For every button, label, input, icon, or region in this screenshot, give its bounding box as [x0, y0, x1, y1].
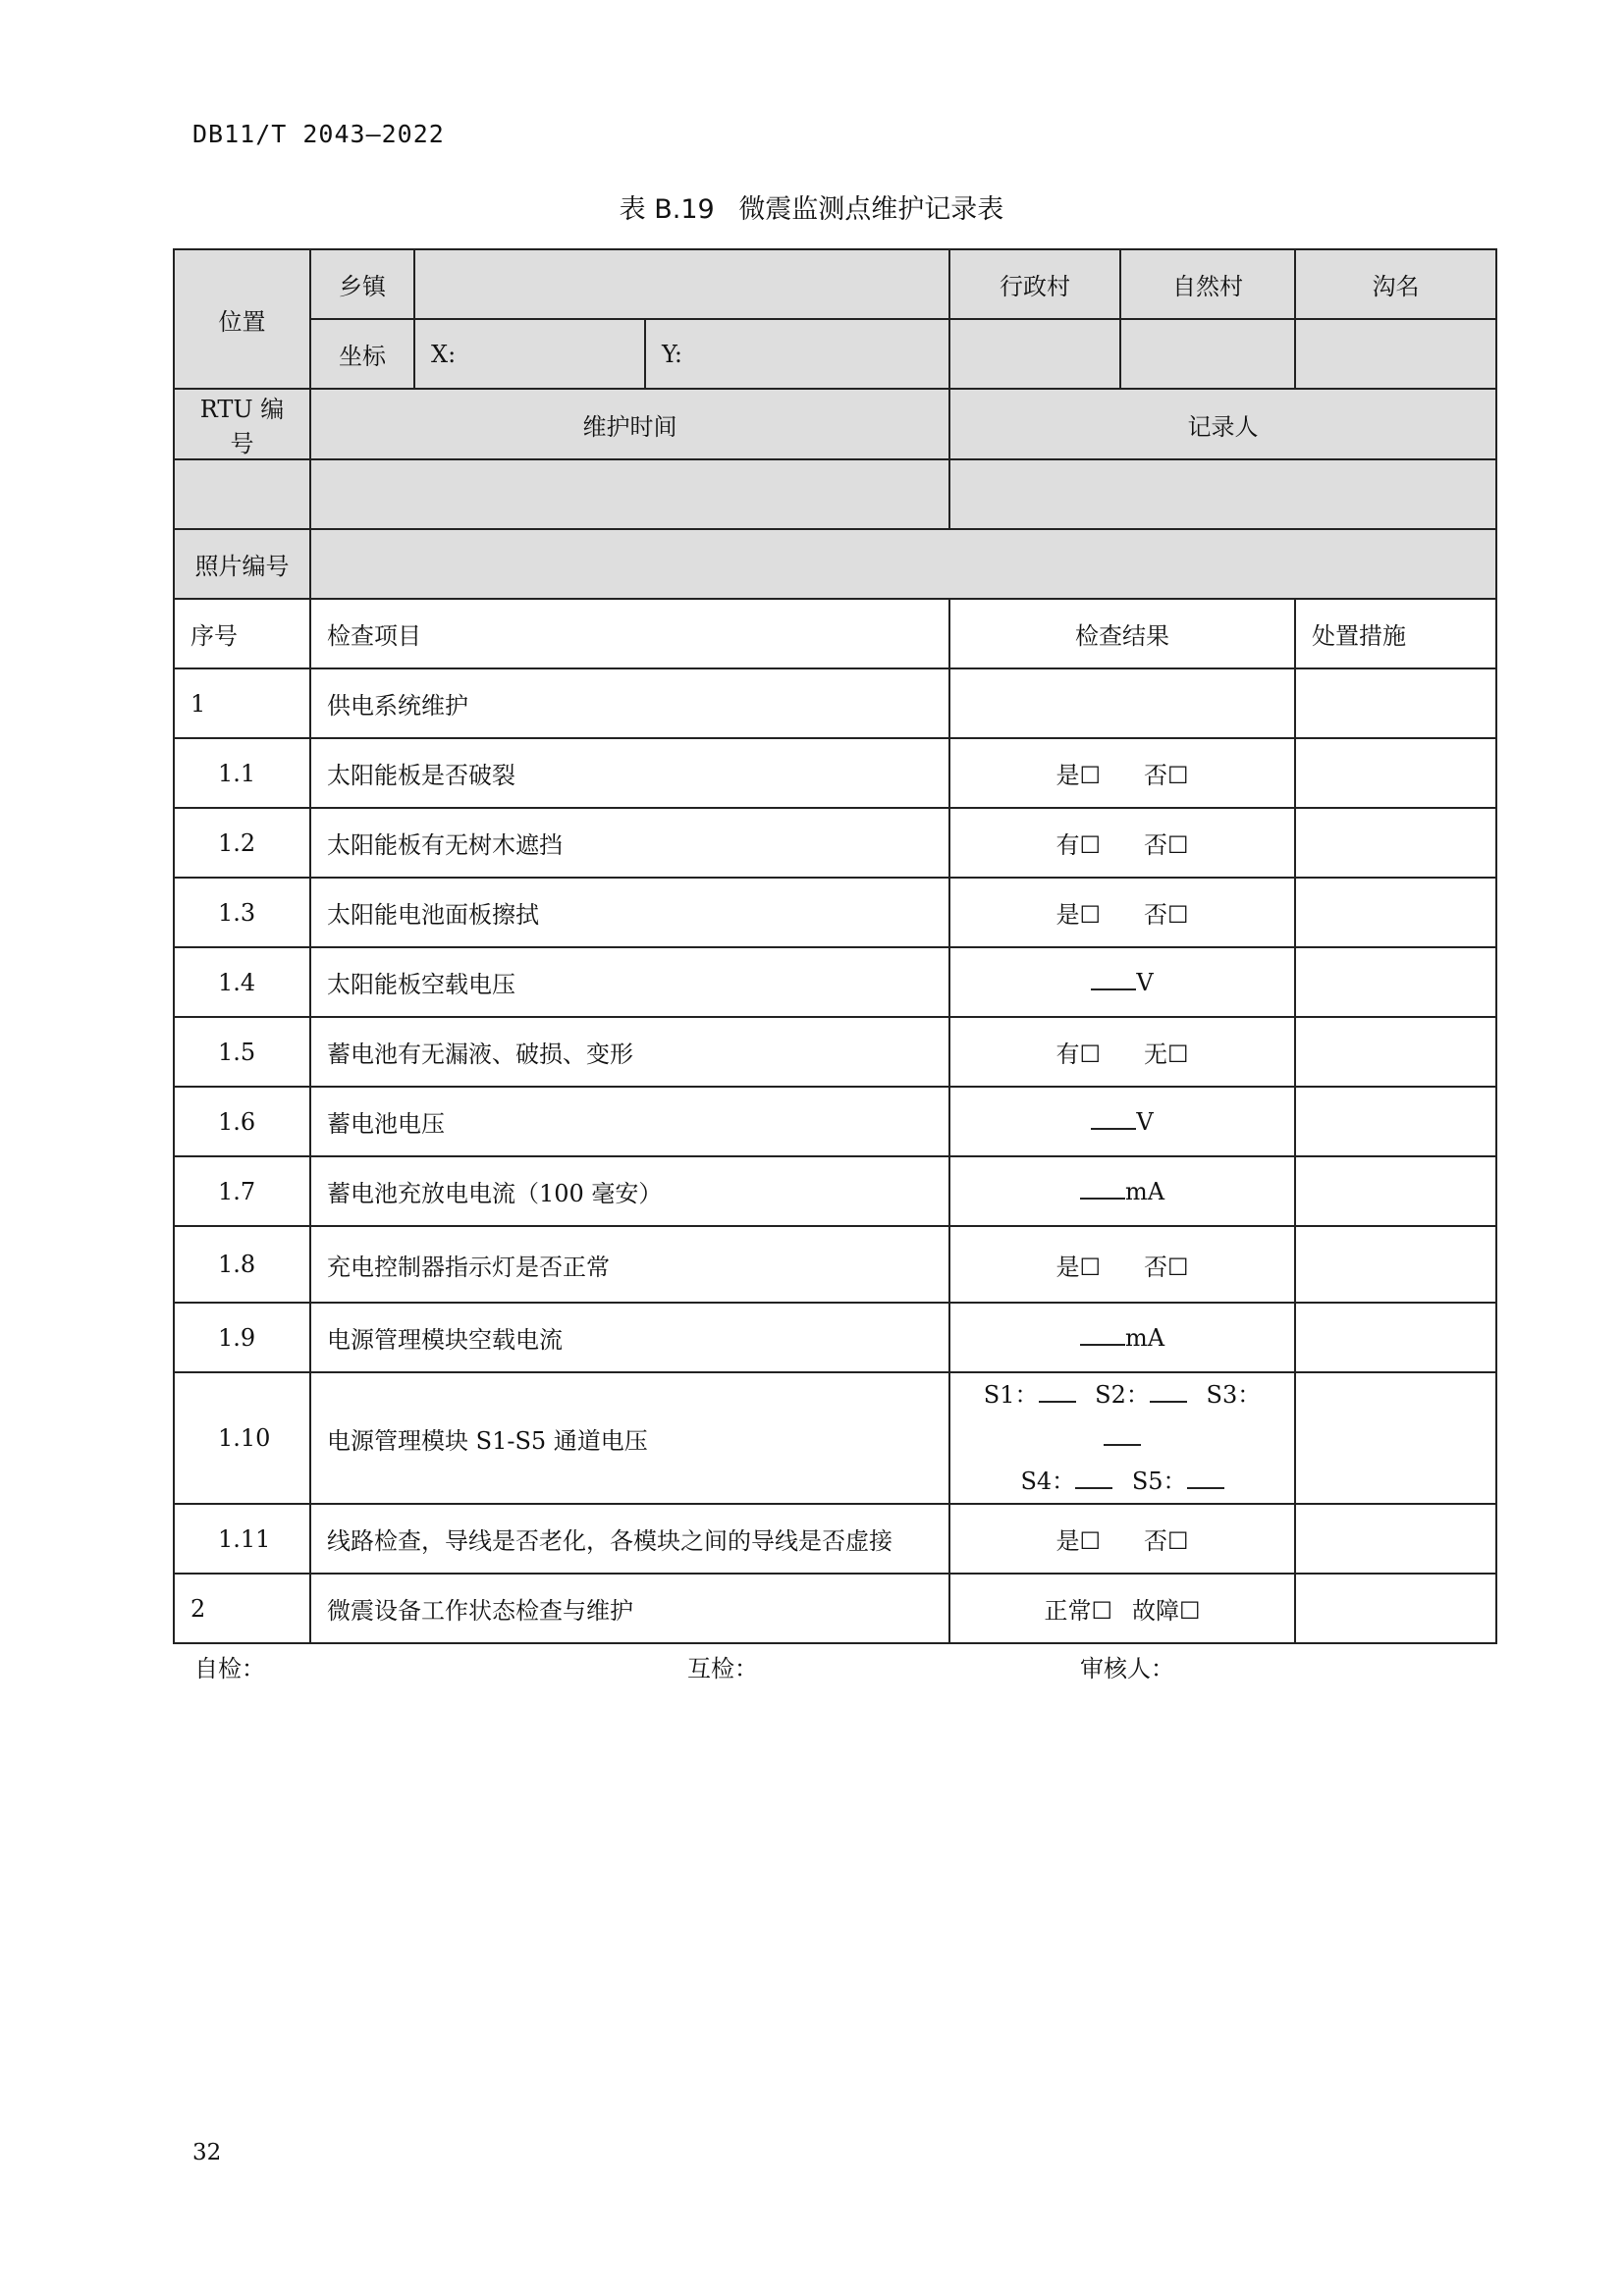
row-result — [949, 808, 1295, 878]
s4-label: S4： — [1020, 1468, 1076, 1495]
rtu-label: RTU 编号 — [174, 389, 310, 459]
option-no-checkbox[interactable]: 否☐ — [1144, 831, 1189, 859]
natural-village-label: 自然村 — [1120, 249, 1295, 319]
unit-label: mA — [1124, 1323, 1165, 1352]
self-check-label: 自检： — [194, 1655, 265, 1682]
row-item: 充电控制器指示灯是否正常 — [310, 1226, 949, 1303]
value-blank[interactable] — [1080, 1326, 1125, 1346]
township-label: 乡镇 — [310, 249, 414, 319]
option-yes-checkbox[interactable]: 是☐ — [1055, 762, 1101, 789]
row-seq: 1.6 — [174, 1087, 310, 1156]
table-row — [174, 1017, 1496, 1087]
coord-x[interactable]: X: — [414, 319, 645, 389]
table-row — [174, 738, 1496, 808]
row-measure[interactable] — [1295, 808, 1496, 878]
row-measure[interactable] — [1295, 668, 1496, 738]
table-row — [174, 1226, 1496, 1303]
row-seq: 1.5 — [174, 1017, 310, 1087]
value-blank[interactable] — [1080, 1180, 1125, 1200]
table-name: 微震监测点维护记录表 — [738, 194, 1004, 225]
s1-blank[interactable] — [1039, 1383, 1076, 1403]
option-yes-checkbox[interactable]: 是☐ — [1055, 1253, 1101, 1281]
row-seq: 1.9 — [174, 1303, 310, 1372]
natural-village-value[interactable] — [1120, 319, 1295, 389]
table-row — [174, 878, 1496, 947]
option-none-checkbox[interactable]: 无☐ — [1144, 1041, 1189, 1068]
page-number: 32 — [192, 2140, 222, 2165]
option-no-checkbox[interactable]: 否☐ — [1144, 762, 1189, 789]
table-row — [174, 947, 1496, 1017]
recorder-value[interactable] — [949, 459, 1496, 529]
standard-number: DB11/T 2043—2022 — [192, 120, 445, 148]
option-no-checkbox[interactable]: 否☐ — [1144, 901, 1189, 929]
row-seq: 1 — [174, 668, 310, 738]
s1-label: S1： — [983, 1381, 1039, 1409]
channel-line-2 — [966, 1460, 1278, 1503]
row-measure[interactable] — [1295, 1504, 1496, 1574]
unit-label: V — [1136, 968, 1154, 996]
row-item: 电源管理模块空载电流 — [310, 1303, 949, 1372]
admin-village-label: 行政村 — [949, 249, 1120, 319]
s5-blank[interactable] — [1187, 1469, 1224, 1489]
row-item: 电源管理模块 S1-S5 通道电压 — [310, 1372, 949, 1504]
row-seq: 2 — [174, 1574, 310, 1643]
option-have-checkbox[interactable]: 有☐ — [1055, 1041, 1101, 1068]
gully-name-value[interactable] — [1295, 319, 1496, 389]
row-result — [949, 947, 1295, 1017]
row-result — [949, 1087, 1295, 1156]
township-value[interactable] — [414, 249, 949, 319]
measure-header: 处置措施 — [1295, 599, 1496, 668]
row-measure[interactable] — [1295, 947, 1496, 1017]
row-result — [949, 1156, 1295, 1226]
table-row — [174, 808, 1496, 878]
row-measure[interactable] — [1295, 1087, 1496, 1156]
mutual-check-label: 互检： — [687, 1655, 758, 1682]
table-row — [174, 1574, 1496, 1643]
row-result[interactable] — [949, 668, 1295, 738]
recorder-label: 记录人 — [949, 389, 1496, 459]
row-result — [949, 1226, 1295, 1303]
row-result — [949, 1504, 1295, 1574]
option-no-checkbox[interactable]: 否☐ — [1144, 1527, 1189, 1555]
row-seq: 1.10 — [174, 1372, 310, 1504]
s2-label: S2： — [1095, 1381, 1150, 1409]
reviewer-label: 审核人： — [1080, 1655, 1174, 1682]
table-row — [174, 1372, 1496, 1504]
location-label: 位置 — [174, 249, 310, 389]
row-measure[interactable] — [1295, 1372, 1496, 1504]
option-have-checkbox[interactable]: 有☐ — [1055, 831, 1101, 859]
row-item: 太阳能板有无树木遮挡 — [310, 808, 949, 878]
result-header: 检查结果 — [949, 599, 1295, 668]
row-measure[interactable] — [1295, 1303, 1496, 1372]
s2-blank[interactable] — [1150, 1383, 1187, 1403]
row-item: 太阳能板是否破裂 — [310, 738, 949, 808]
unit-label: mA — [1124, 1177, 1165, 1205]
table-row — [174, 1087, 1496, 1156]
s3-label: S3： — [1206, 1381, 1262, 1409]
row-measure[interactable] — [1295, 1574, 1496, 1643]
value-blank[interactable] — [1091, 1110, 1136, 1130]
row-seq: 1.11 — [174, 1504, 310, 1574]
value-blank[interactable] — [1091, 971, 1136, 990]
row-item: 线路检查，导线是否老化，各模块之间的导线是否虚接 — [310, 1504, 949, 1574]
row-seq: 1.7 — [174, 1156, 310, 1226]
s5-label: S5： — [1131, 1468, 1187, 1495]
row-item: 蓄电池电压 — [310, 1087, 949, 1156]
item-header: 检查项目 — [310, 599, 949, 668]
row-measure[interactable] — [1295, 1017, 1496, 1087]
coordinate-label: 坐标 — [310, 319, 414, 389]
option-yes-checkbox[interactable]: 是☐ — [1055, 901, 1101, 929]
row-result — [949, 1372, 1295, 1504]
photo-value[interactable] — [310, 529, 1496, 599]
row-result — [949, 738, 1295, 808]
row-item: 微震设备工作状态检查与维护 — [310, 1574, 949, 1643]
seq-header: 序号 — [174, 599, 310, 668]
row-item: 太阳能电池面板擦拭 — [310, 878, 949, 947]
rtu-value[interactable] — [174, 459, 310, 529]
row-seq: 1.1 — [174, 738, 310, 808]
row-item: 供电系统维护 — [310, 668, 949, 738]
coord-y[interactable]: Y: — [645, 319, 949, 389]
table-row — [174, 668, 1496, 738]
option-normal-checkbox[interactable]: 正常☐ — [1044, 1597, 1112, 1625]
row-item: 太阳能板空载电压 — [310, 947, 949, 1017]
row-seq: 1.2 — [174, 808, 310, 878]
maintenance-time-label: 维护时间 — [310, 389, 949, 459]
row-result — [949, 1017, 1295, 1087]
row-seq: 1.8 — [174, 1226, 310, 1303]
row-result — [949, 878, 1295, 947]
table-row — [174, 1303, 1496, 1372]
unit-label: V — [1136, 1107, 1154, 1136]
table-number: 表 B.19 — [619, 194, 715, 225]
row-seq: 1.4 — [174, 947, 310, 1017]
channel-line-1 — [966, 1373, 1278, 1460]
admin-village-value[interactable] — [949, 319, 1120, 389]
gully-name-label: 沟名 — [1295, 249, 1496, 319]
s4-blank[interactable] — [1075, 1469, 1112, 1489]
s3-blank[interactable] — [1104, 1426, 1141, 1446]
option-yes-checkbox[interactable]: 是☐ — [1055, 1527, 1101, 1555]
row-measure[interactable] — [1295, 1226, 1496, 1303]
option-fault-checkbox[interactable]: 故障☐ — [1132, 1597, 1201, 1625]
row-measure[interactable] — [1295, 878, 1496, 947]
maintenance-record-table — [173, 248, 1497, 1644]
row-result — [949, 1574, 1295, 1643]
table-title — [0, 187, 1623, 226]
row-result — [949, 1303, 1295, 1372]
row-item: 蓄电池有无漏液、破损、变形 — [310, 1017, 949, 1087]
row-seq: 1.3 — [174, 878, 310, 947]
table-row — [174, 1504, 1496, 1574]
option-no-checkbox[interactable]: 否☐ — [1144, 1253, 1189, 1281]
photo-label: 照片编号 — [174, 529, 310, 599]
row-measure[interactable] — [1295, 1156, 1496, 1226]
table-row — [174, 1156, 1496, 1226]
row-item: 蓄电池充放电电流（100 毫安） — [310, 1156, 949, 1226]
row-measure[interactable] — [1295, 738, 1496, 808]
maintenance-time-value[interactable] — [310, 459, 949, 529]
